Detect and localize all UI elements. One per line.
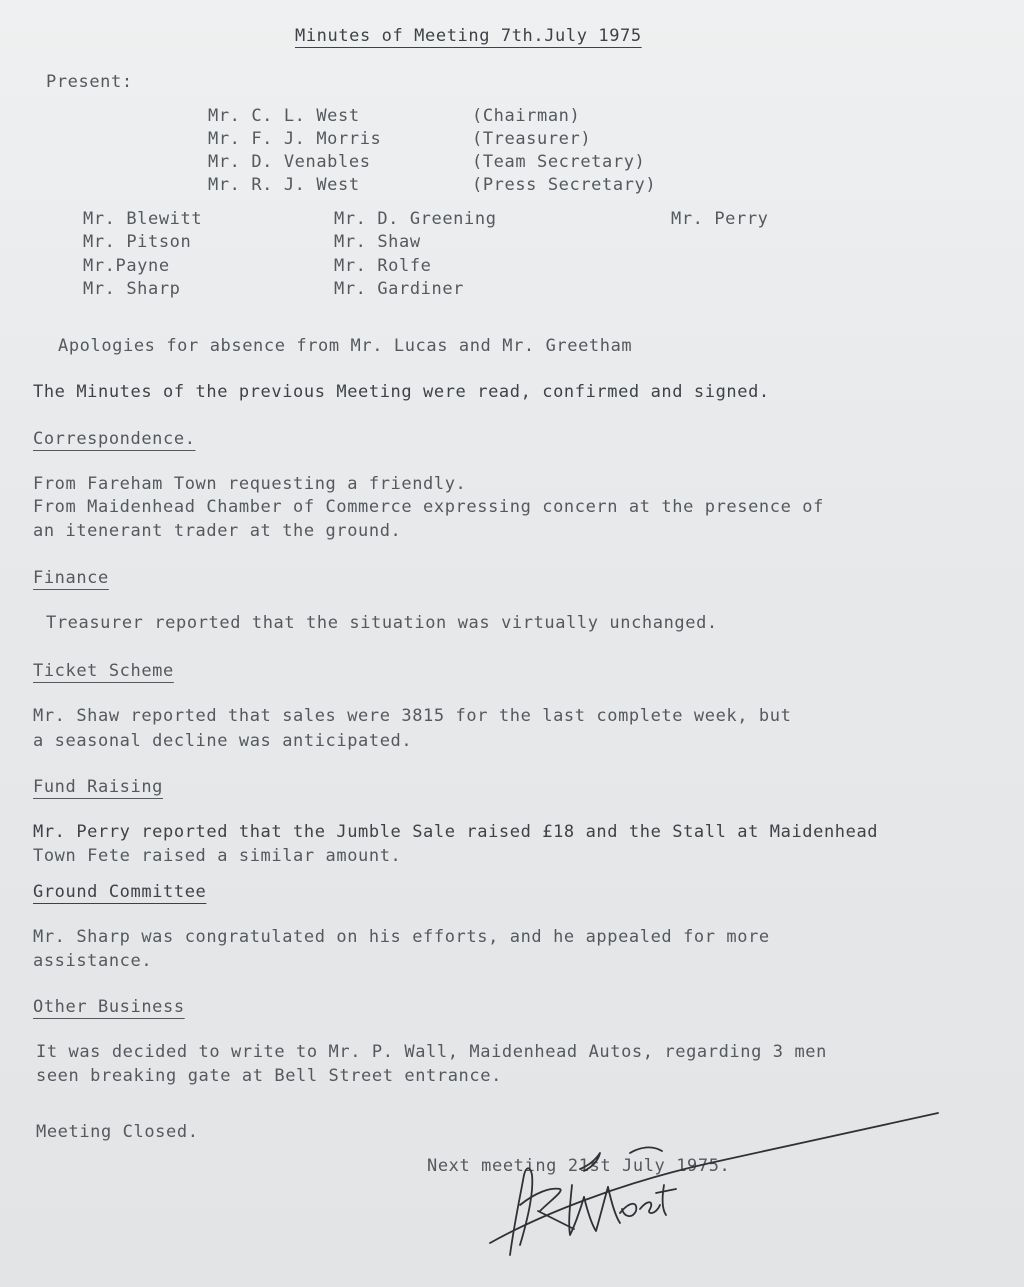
fund-raising-line: Town Fete raised a similar amount. (33, 846, 402, 866)
meeting-closed-line: Meeting Closed. (36, 1122, 199, 1142)
section-heading-other-business: Other Business (33, 997, 185, 1017)
other-business-line: seen breaking gate at Bell Street entrance. (36, 1066, 502, 1086)
officer-role: (Press Secretary) (472, 175, 657, 195)
section-heading-ticket-scheme: Ticket Scheme (33, 661, 174, 681)
finance-line: Treasurer reported that the situation was virtually unchanged. (46, 613, 718, 633)
member-name: Mr. Blewitt (83, 209, 203, 229)
member-name: Mr. D. Greening (334, 209, 497, 229)
handwritten-signature (480, 1105, 960, 1285)
member-name: Mr. Shaw (334, 232, 421, 252)
other-business-line: It was decided to write to Mr. P. Wall, Maidenhead Autos, regarding 3 men (36, 1042, 827, 1062)
officer-role: (Chairman) (472, 106, 581, 126)
officer-role: (Team Secretary) (472, 152, 646, 172)
member-name: Mr. Rolfe (334, 256, 432, 276)
section-heading-fund-raising: Fund Raising (33, 777, 164, 797)
section-heading-correspondence: Correspondence. (33, 429, 196, 449)
next-meeting-line: Next meeting 21st July 1975. (427, 1156, 731, 1176)
member-name: Mr.Payne (83, 256, 170, 276)
document-title: Minutes of Meeting 7th.July 1975 (295, 26, 642, 46)
section-heading-finance: Finance (33, 568, 109, 588)
ground-committee-line: assistance. (33, 951, 153, 971)
member-name: Mr. Pitson (83, 232, 192, 252)
member-name: Mr. Gardiner (334, 279, 465, 299)
officer-name: Mr. C. L. West (208, 106, 360, 126)
member-name: Mr. Sharp (83, 279, 181, 299)
correspondence-line: an itenerant trader at the ground. (33, 521, 402, 541)
officer-name: Mr. D. Venables (208, 152, 371, 172)
section-heading-ground-committee: Ground Committee (33, 882, 207, 902)
member-name: Mr. Perry (671, 209, 769, 229)
officer-role: (Treasurer) (472, 129, 592, 149)
present-label: Present: (46, 72, 133, 92)
apologies-line: Apologies for absence from Mr. Lucas and Mr. Greetham (58, 336, 633, 356)
ground-committee-line: Mr. Sharp was congratulated on his efforts, and he appealed for more (33, 927, 770, 947)
previous-minutes-line: The Minutes of the previous Meeting were read, confirmed and signed. (33, 382, 770, 402)
ticket-scheme-line: Mr. Shaw reported that sales were 3815 for the last complete week, but (33, 706, 792, 726)
officer-name: Mr. F. J. Morris (208, 129, 382, 149)
correspondence-line: From Maidenhead Chamber of Commerce expressing concern at the presence of (33, 497, 824, 517)
ticket-scheme-line: a seasonal decline was anticipated. (33, 731, 413, 751)
officer-name: Mr. R. J. West (208, 175, 360, 195)
correspondence-line: From Fareham Town requesting a friendly. (33, 474, 467, 494)
fund-raising-line: Mr. Perry reported that the Jumble Sale raised £18 and the Stall at Maidenhead (33, 822, 879, 842)
